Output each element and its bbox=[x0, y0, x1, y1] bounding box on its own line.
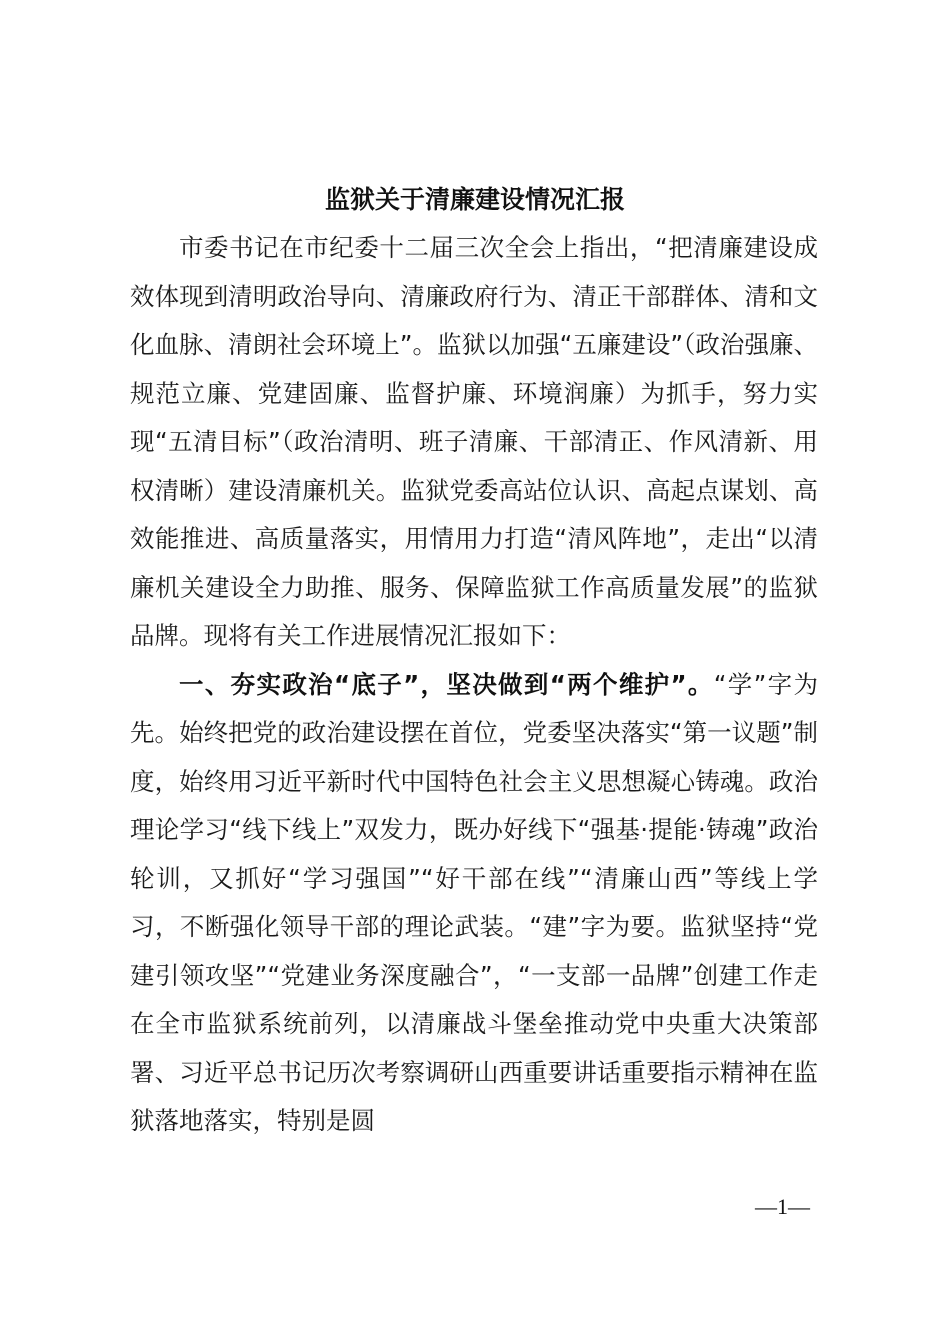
intro-paragraph: 市委书记在市纪委十二届三次全会上指出，“把清廉建设成效体现到清明政治导向、清廉政府行为、清正干部群体、清和文化血脉、清朗社会环境上”。监狱以加强“五廉建设”（政治强廉、规范立廉、党建固廉、监督护廉、环境润廉）为抓手，努力实现“五清目标”（政治清明、班子清廉、干部清正、作风清新、用权清晰）建设清廉机关。监狱党委高站位认识、高起点谋划、高效能推进、高质量落实，用情用力打造“清风阵地”，走出“以清廉机关建设全力助推、服务、保障监狱工作高质量发展”的监狱品牌。现将有关工作进展情况汇报如下： bbox=[130, 233, 818, 650]
document-body bbox=[130, 224, 818, 1146]
section-1-paragraph bbox=[130, 661, 818, 1146]
page-number: —1— bbox=[755, 1194, 810, 1219]
section-1-body: “学”字为先。始终把党的政治建设摆在首位，党委坚决落实“第一议题”制度，始终用习近平新时代中国特色社会主义思想凝心铸魂。政治理论学习“线下线上”双发力，既办好线下“强基·提能·铸魂”政治轮训，又抓好“学习强国”“好干部在线”“清廉山西”等线上学习，不断强化领导干部的理论武装。“建”字为要。监狱坚持“党建引领攻坚”“党建业务深度融合”，“一支部一品牌”创建工作走在全市监狱系统前列，以清廉战斗堡垒推动党中央重大决策部署、习近平总书记历次考察调研山西重要讲话重要指示精神在监狱落地落实，特别是圆 bbox=[130, 669, 819, 1135]
section-1-heading: 一、夯实政治“底子”，坚决做到“两个维护”。 bbox=[179, 669, 714, 699]
document-title: 监狱关于清廉建设情况汇报 bbox=[324, 185, 625, 214]
